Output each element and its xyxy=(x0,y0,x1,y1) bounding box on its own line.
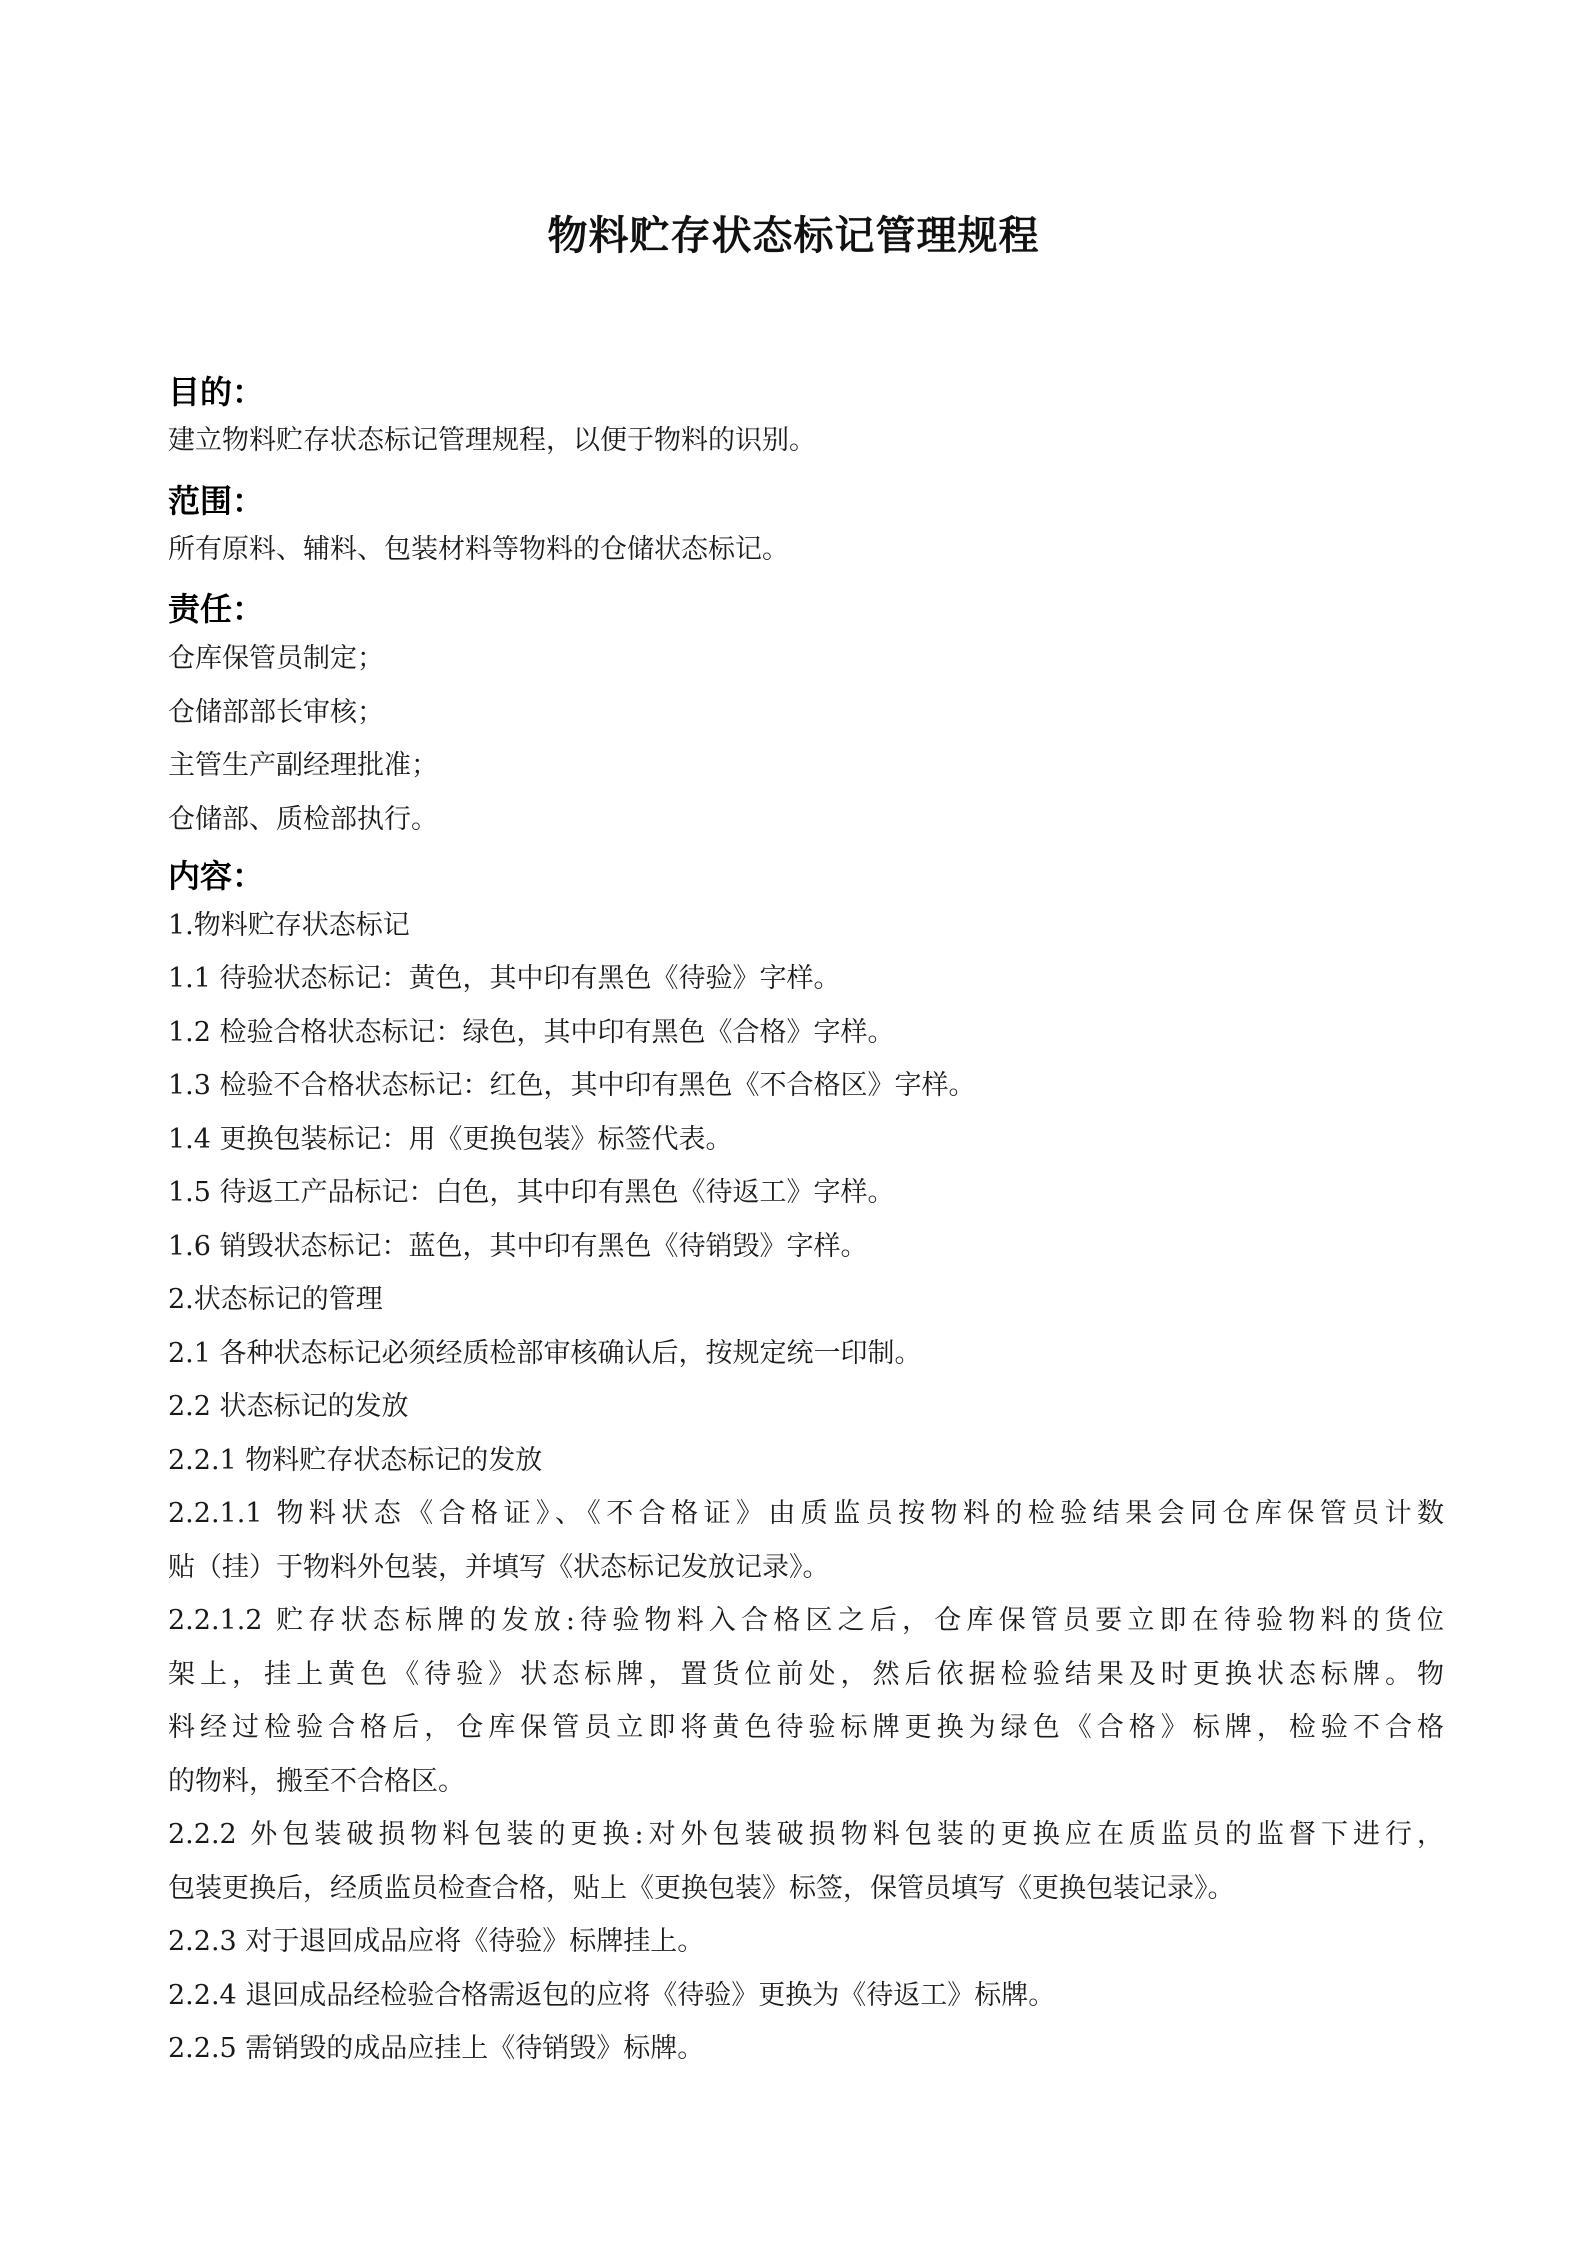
responsibility-line: 仓储部部长审核； xyxy=(168,697,384,728)
responsibility-line: 仓库保管员制定； xyxy=(168,643,384,674)
content-line: 架上，挂上黄色《待验》状态标牌，置货位前处，然后依据检验结果及时更换状态标牌。物 xyxy=(168,1659,1444,1690)
responsibility-line: 仓储部、质检部执行。 xyxy=(168,804,438,835)
content-line: 2.2.5 需销毁的成品应挂上《待销毁》标牌。 xyxy=(168,2033,705,2064)
content-line: 1.1 待验状态标记：黄色，其中印有黑色《待验》字样。 xyxy=(168,963,841,994)
content-heading: 内容： xyxy=(168,857,265,895)
content-line: 的物料，搬至不合格区。 xyxy=(168,1766,465,1797)
content-line: 1.2 检验合格状态标记：绿色，其中印有黑色《合格》字样。 xyxy=(168,1017,895,1048)
content-line: 2.2.1 物料贮存状态标记的发放 xyxy=(168,1445,543,1476)
content-line: 1.物料贮存状态标记 xyxy=(168,910,410,941)
content-line: 2.2.2 外包装破损物料包装的更换:对外包装破损物料包装的更换应在质监员的监督下进行， xyxy=(168,1819,1444,1850)
scope-text: 所有原料、辅料、包装材料等物料的仓储状态标记。 xyxy=(168,534,789,565)
content-line: 2.2.1.2 贮存状态标牌的发放:待验物料入合格区之后，仓库保管员要立即在待验物料的货位 xyxy=(168,1605,1444,1636)
content-line: 1.6 销毁状态标记：蓝色，其中印有黑色《待销毁》字样。 xyxy=(168,1231,868,1262)
content-line: 贴（挂）于物料外包装，并填写《状态标记发放记录》。 xyxy=(168,1552,830,1583)
content-line: 2.2 状态标记的发放 xyxy=(168,1391,409,1422)
purpose-heading: 目的： xyxy=(168,373,265,411)
content-line: 2.2.1.1 物料状态《合格证》、《不合格证》由质监员按物料的检验结果会同仓库保管员计数 xyxy=(168,1498,1444,1529)
document-title: 物料贮存状态标记管理规程 xyxy=(547,212,1040,259)
content-line: 料经过检验合格后，仓库保管员立即将黄色待验标牌更换为绿色《合格》标牌，检验不合格 xyxy=(168,1712,1444,1743)
responsibility-line: 主管生产副经理批准； xyxy=(168,750,438,781)
scope-heading: 范围： xyxy=(168,482,265,520)
purpose-text: 建立物料贮存状态标记管理规程，以便于物料的识别。 xyxy=(168,425,816,456)
content-line: 1.3 检验不合格状态标记：红色，其中印有黑色《不合格区》字样。 xyxy=(168,1070,976,1101)
responsibility-heading: 责任： xyxy=(168,590,265,628)
content-line: 2.2.4 退回成品经检验合格需返包的应将《待验》更换为《待返工》标牌。 xyxy=(168,1980,1056,2011)
content-line: 1.5 待返工产品标记：白色，其中印有黑色《待返工》字样。 xyxy=(168,1177,895,1208)
content-line: 2.状态标记的管理 xyxy=(168,1284,383,1315)
content-line: 包装更换后，经质监员检查合格，贴上《更换包装》标签，保管员填写《更换包装记录》。 xyxy=(168,1873,1235,1904)
content-line: 1.4 更换包装标记：用《更换包装》标签代表。 xyxy=(168,1124,733,1155)
content-line: 2.2.3 对于退回成品应将《待验》标牌挂上。 xyxy=(168,1926,705,1957)
content-line: 2.1 各种状态标记必须经质检部审核确认后，按规定统一印制。 xyxy=(168,1338,922,1369)
